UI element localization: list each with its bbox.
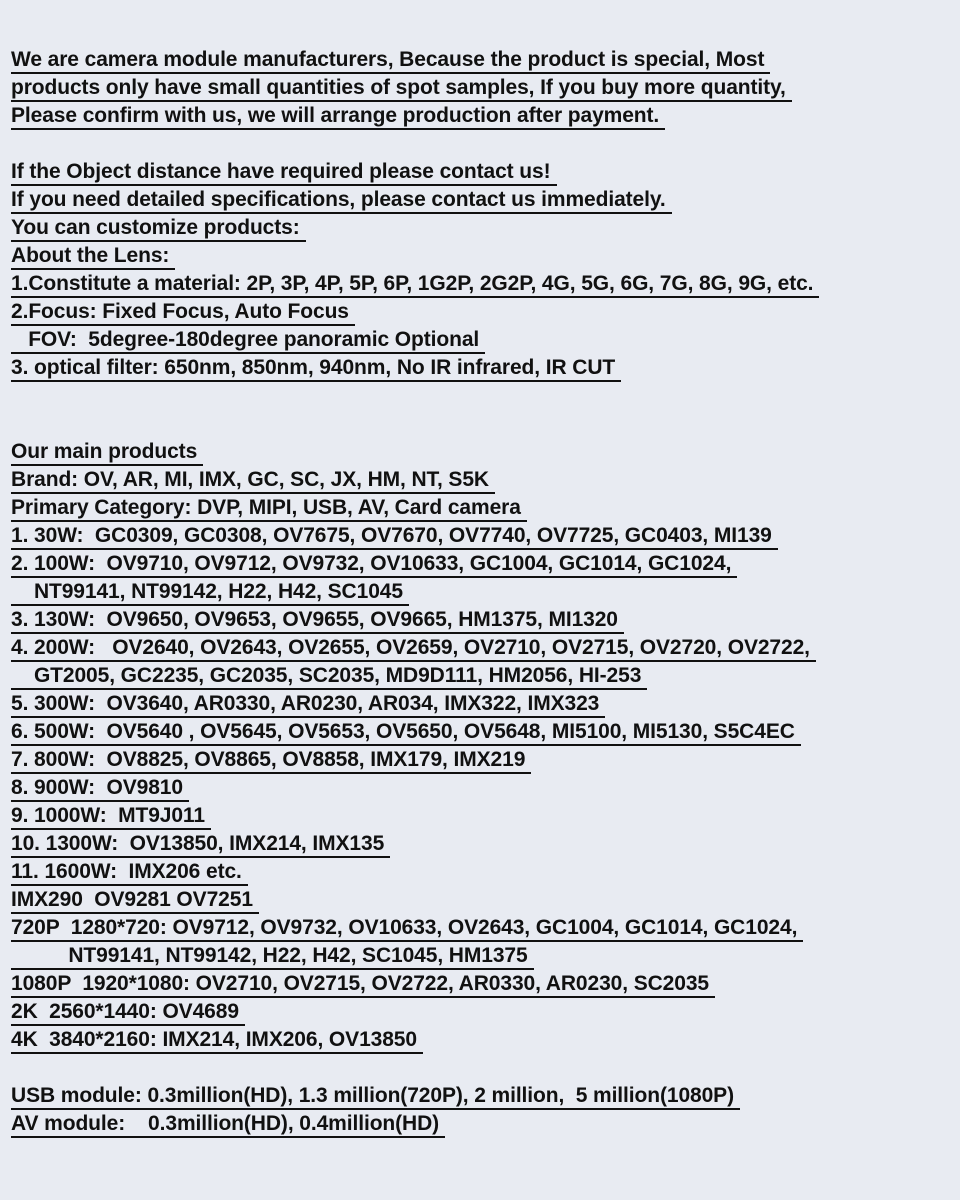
product-item: 1080P 1920*1080: OV2710, OV2715, OV2722, AR0330, AR0230, SC2035 <box>11 972 715 998</box>
product-item: 10. 1300W: OV13850, IMX214, IMX135 <box>11 832 390 858</box>
product-item: 3. 130W: OV9650, OV9653, OV9655, OV9665, HM1375, MI1320 <box>11 608 624 634</box>
product-item: 4. 200W: OV2640, OV2643, OV2655, OV2659, OV2710, OV2715, OV2720, OV2722, <box>11 636 816 662</box>
product-item: 7. 800W: OV8825, OV8865, OV8858, IMX179, IMX219 <box>11 748 531 774</box>
product-item: 720P 1280*720: OV9712, OV9732, OV10633, OV2643, GC1004, GC1014, GC1024, <box>11 916 803 942</box>
product-item: 2. 100W: OV9710, OV9712, OV9732, OV10633, GC1004, GC1014, GC1024, <box>11 552 737 578</box>
product-item: GT2005, GC2235, GC2035, SC2035, MD9D111, HM2056, HI-253 <box>11 664 647 690</box>
intro-line-3: Please confirm with us, we will arrange production after payment. <box>11 104 665 130</box>
product-item: 6. 500W: OV5640 , OV5645, OV5653, OV5650, OV5648, MI5100, MI5130, S5C4EC <box>11 720 801 746</box>
lens-filter: 3. optical filter: 650nm, 850nm, 940nm, No IR infrared, IR CUT <box>11 356 621 382</box>
lens-material: 1.Constitute a material: 2P, 3P, 4P, 5P, 6P, 1G2P, 2G2P, 4G, 5G, 6G, 7G, 8G, 9G, etc. <box>11 272 819 298</box>
intro-line-2: products only have small quantities of spot samples, If you buy more quantity, <box>11 76 792 102</box>
products-category: Primary Category: DVP, MIPI, USB, AV, Card camera <box>11 496 527 522</box>
product-item: NT99141, NT99142, H22, H42, SC1045 <box>11 580 409 606</box>
product-item: NT99141, NT99142, H22, H42, SC1045, HM1375 <box>11 944 534 970</box>
products-brand: Brand: OV, AR, MI, IMX, GC, SC, JX, HM, NT, S5K <box>11 468 495 494</box>
product-item: 9. 1000W: MT9J011 <box>11 804 211 830</box>
contact-line-1: If the Object distance have required please contact us! <box>11 160 557 186</box>
product-item: 8. 900W: OV9810 <box>11 776 189 802</box>
lens-fov: FOV: 5degree-180degree panoramic Optional <box>11 328 485 354</box>
usb-module-line: USB module: 0.3million(HD), 1.3 million(720P), 2 million, 5 million(1080P) <box>11 1084 740 1110</box>
av-module-line: AV module: 0.3million(HD), 0.4million(HD) <box>11 1112 445 1138</box>
products-heading: Our main products <box>11 440 203 466</box>
intro-line-1: We are camera module manufacturers, Because the product is special, Most <box>11 48 770 74</box>
product-item: IMX290 OV9281 OV7251 <box>11 888 259 914</box>
contact-line-2: If you need detailed specifications, please contact us immediately. <box>11 188 672 214</box>
product-item: 11. 1600W: IMX206 etc. <box>11 860 248 886</box>
product-item: 4K 3840*2160: IMX214, IMX206, OV13850 <box>11 1028 423 1054</box>
contact-line-3: You can customize products: <box>11 216 306 242</box>
product-item: 1. 30W: GC0309, GC0308, OV7675, OV7670, OV7740, OV7725, GC0403, MI139 <box>11 524 778 550</box>
lens-heading: About the Lens: <box>11 244 175 270</box>
product-item: 5. 300W: OV3640, AR0330, AR0230, AR034, IMX322, IMX323 <box>11 692 605 718</box>
product-item: 2K 2560*1440: OV4689 <box>11 1000 245 1026</box>
lens-focus: 2.Focus: Fixed Focus, Auto Focus <box>11 300 355 326</box>
